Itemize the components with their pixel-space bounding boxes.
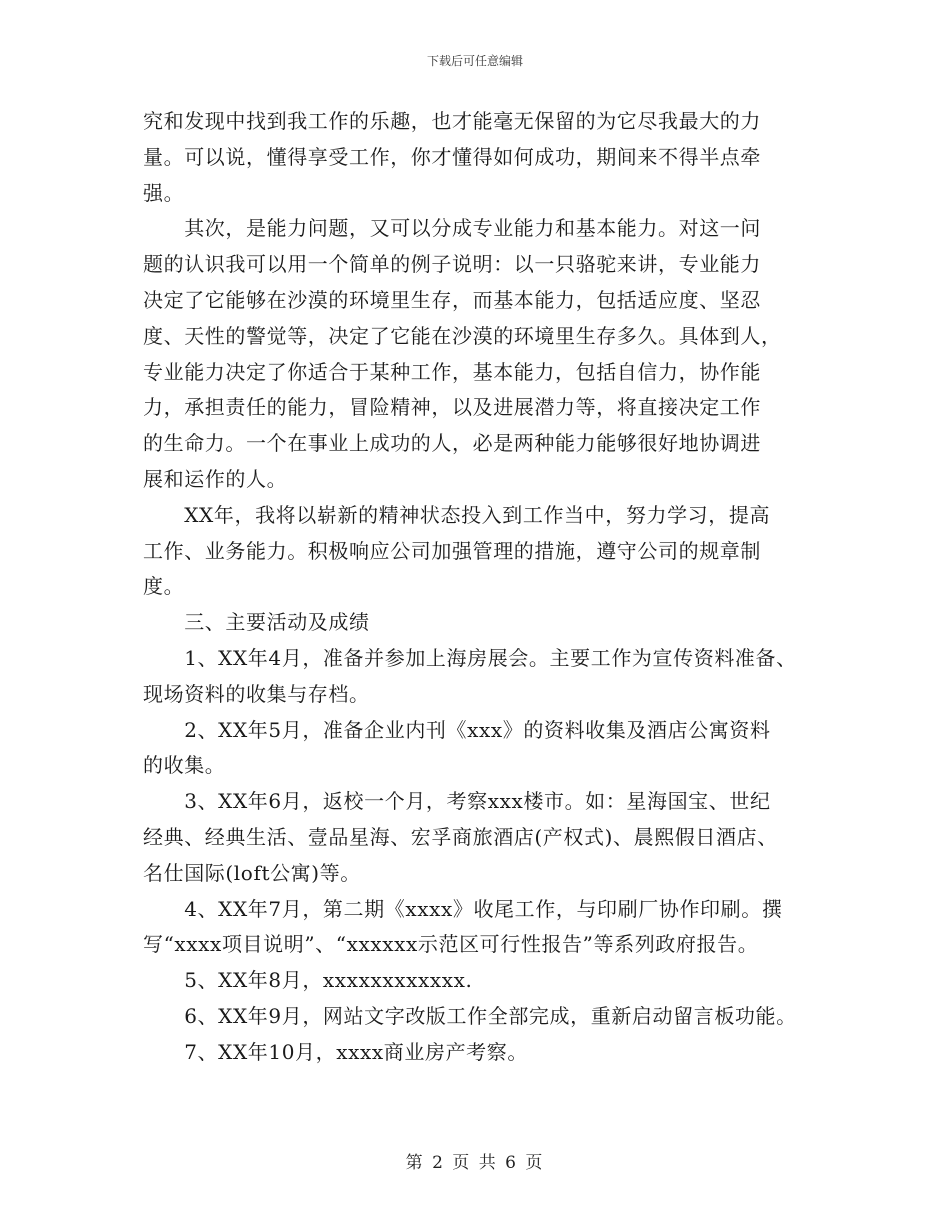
text-line: 三、主要活动及成绩 (143, 610, 370, 635)
text-line: 度、天性的警觉等，决定了它能在沙漠的环境里生存多久。具体到人， (143, 323, 782, 348)
text-line: 究和发现中找到我工作的乐趣，也才能毫无保留的为它尽我最大的力 (143, 109, 761, 133)
text-line: 的生命力。一个在事业上成功的人，必是两种能力能够很好地协调进 (143, 431, 761, 456)
text-line: 强。 (143, 180, 185, 205)
text-line: 6、XX年9月，网站文字改版工作全部完成，重新启动留言板功能。 (143, 1003, 797, 1028)
text-line: 其次，是能力问题，又可以分成专业能力和基本能力。对这一问 (143, 216, 761, 241)
text-line: XX年，我将以崭新的精神状态投入到工作当中，努力学习，提高 (143, 502, 771, 527)
text-line: 2、XX年5月，准备企业内刊《xxx》的资料收集及酒店公寓资料 (143, 717, 771, 742)
page-footer: 第 2 页 共 6 页 (405, 1153, 545, 1173)
text-line: 量。可以说，懂得享受工作，你才懂得如何成功，期间来不得半点牵 (143, 144, 761, 169)
text-line: 度。 (143, 574, 185, 599)
text-line: 经典、经典生活、壹品星海、宏孚商旅酒店(产权式)、晨熙假日酒店、 (143, 824, 778, 849)
text-line: 3、XX年6月，返校一个月，考察xxx楼市。如：星海国宝、世纪 (143, 789, 771, 814)
text-line: 决定了它能够在沙漠的环境里生存，而基本能力，包括适应度、坚忍 (143, 287, 761, 312)
text-line: 现场资料的收集与存档。 (143, 681, 370, 706)
document-body (143, 104, 823, 1071)
page-header: 下载后可任意编辑 (426, 54, 523, 68)
text-line: 工作、业务能力。积极响应公司加强管理的措施，遵守公司的规章制 (143, 538, 761, 563)
text-line: 1、XX年4月，准备并参加上海房展会。主要工作为宣传资料准备、 (143, 645, 797, 670)
text-line: 专业能力决定了你适合于某种工作，基本能力，包括自信力，协作能 (143, 359, 761, 384)
text-line: 写“xxxx项目说明”、“xxxxxx示范区可行性报告”等系列政府报告。 (143, 932, 759, 957)
text-line: 展和运作的人。 (143, 466, 288, 491)
text-line: 力，承担责任的能力，冒险精神，以及进展潜力等，将直接决定工作 (143, 395, 761, 420)
text-line: 名仕国际(loft公寓)等。 (143, 860, 361, 885)
text-line: 4、XX年7月，第二期《xxxx》收尾工作，与印刷厂协作印刷。撰 (143, 896, 783, 921)
text-line: 5、XX年8月，xxxxxxxxxxxx. (143, 968, 473, 993)
text-line: 的收集。 (143, 753, 226, 778)
text-line: 7、XX年10月，xxxx商业房产考察。 (143, 1039, 528, 1064)
text-line: 题的认识我可以用一个简单的例子说明：以一只骆驼来讲，专业能力 (143, 252, 761, 277)
